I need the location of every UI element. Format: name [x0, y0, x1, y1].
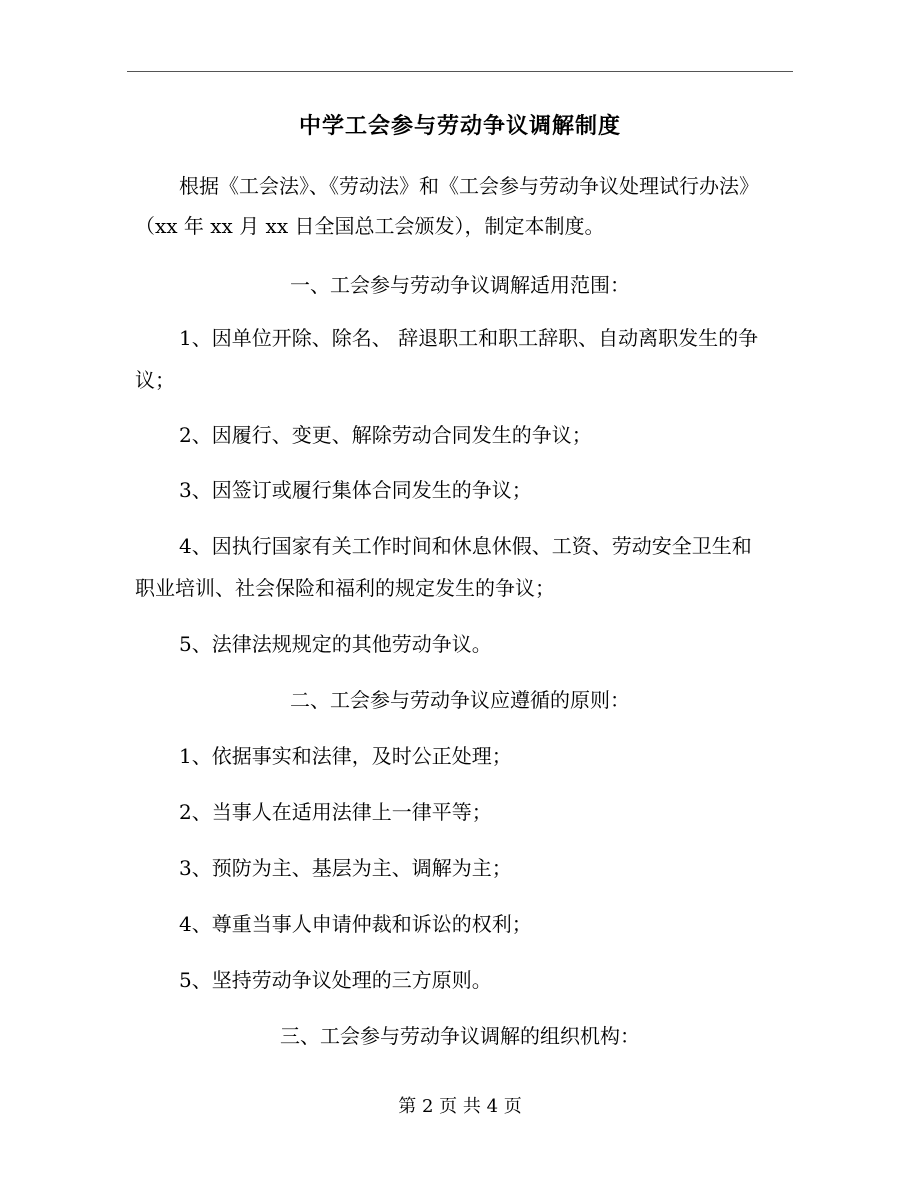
- section3-heading: 三、工会参与劳动争议调解的组织机构：: [280, 1024, 640, 1048]
- s2-item5: 5、坚持劳动争议处理的三方原则。: [179, 968, 492, 992]
- s1-item5: 5、法律法规规定的其他劳动争议。: [179, 632, 492, 656]
- intro-paragraph-line2: （xx 年 xx 月 xx 日全国总工会颁发），制定本制度。: [135, 214, 605, 238]
- s2-item3: 3、预防为主、基层为主、调解为主；: [179, 856, 512, 880]
- s1-item2: 2、因履行、变更、解除劳动合同发生的争议；: [179, 423, 592, 447]
- s1-item4-line2: 职业培训、社会保险和福利的规定发生的争议；: [135, 576, 555, 600]
- header-rule: [127, 71, 793, 72]
- section1-heading: 一、工会参与劳动争议调解适用范围：: [290, 273, 630, 297]
- s1-item3: 3、因签订或履行集体合同发生的争议；: [179, 478, 532, 502]
- s2-item1: 1、依据事实和法律，及时公正处理；: [179, 744, 512, 768]
- s1-item4-line1: 4、因执行国家有关工作时间和休息休假、工资、劳动安全卫生和: [179, 534, 752, 558]
- s1-item1-line2: 议；: [135, 368, 175, 392]
- page-number: 第 2 页 共 4 页: [398, 1096, 522, 1117]
- s1-item1-line1: 1、因单位开除、除名、 辞退职工和职工辞职、自动离职发生的争: [179, 326, 759, 350]
- s2-item2: 2、当事人在适用法律上一律平等；: [179, 800, 492, 824]
- document-title: 中学工会参与劳动争议调解制度: [298, 113, 621, 139]
- intro-paragraph-line1: 根据《工会法》、《劳动法》和《工会参与劳动争议处理试行办法》: [179, 174, 759, 198]
- s2-item4: 4、尊重当事人申请仲裁和诉讼的权利；: [179, 912, 532, 936]
- section2-heading: 二、工会参与劳动争议应遵循的原则：: [290, 688, 630, 712]
